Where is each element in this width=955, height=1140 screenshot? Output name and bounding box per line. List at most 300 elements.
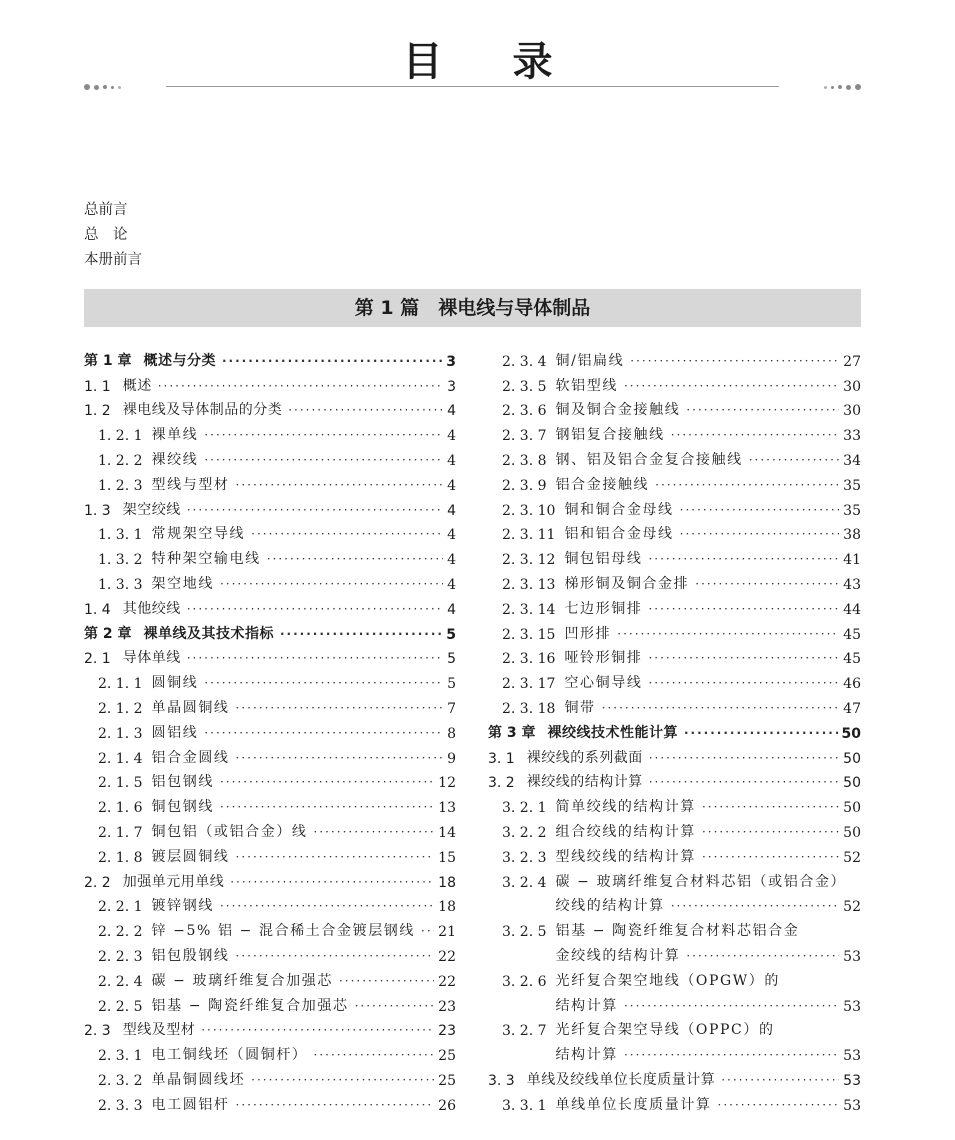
toc-entry-page: 4 [447, 477, 456, 494]
toc-entry[interactable] [84, 494, 456, 519]
toc-entry[interactable] [84, 990, 456, 1015]
toc-entry[interactable] [488, 395, 861, 420]
toc-entry-page: 3 [447, 378, 456, 395]
toc-leader-dots [655, 476, 839, 494]
toc-leader-dots [339, 972, 434, 990]
toc-entry[interactable] [84, 568, 456, 593]
toc-entry-title: 凹形排 [564, 625, 612, 642]
toc-entry-title: 型线与型材 [151, 476, 230, 493]
toc-entry-title: 七边形铜排 [564, 600, 643, 617]
toc-leader-dots [695, 575, 839, 593]
toc-leader-dots [671, 897, 839, 915]
toc-entry-page: 25 [438, 1048, 456, 1065]
toc-entry-page: 50 [843, 775, 861, 792]
toc-entry-number: 1. 2. 2 [98, 452, 143, 469]
toc-entry-page: 4 [447, 403, 456, 420]
title-char-2: 录 [512, 38, 553, 85]
toc-entry[interactable] [84, 618, 456, 643]
toc-leader-dots [280, 625, 442, 643]
toc-entry-page: 53 [843, 948, 861, 965]
toc-leader-dots [288, 401, 443, 419]
toc-entry-number: 2. 3. 12 [502, 552, 556, 569]
toc-leader-dots [187, 649, 443, 667]
toc-entry-title: 绞线的结构计算 [555, 898, 665, 915]
toc-entry-title: 光纤复合架空地线（OPGW）的 [555, 972, 781, 989]
toc-entry[interactable] [84, 1039, 456, 1064]
toc-leader-dots [204, 674, 443, 692]
toc-entry-title: 概述与分类 [143, 352, 216, 369]
toc-entry[interactable] [84, 395, 456, 420]
toc-entry-number: 1. 1 [84, 378, 111, 395]
toc-entry[interactable] [488, 866, 861, 891]
toc-entry[interactable] [84, 419, 456, 444]
toc-entry-title: 铝和铝合金母线 [564, 526, 674, 543]
toc-leader-dots [702, 823, 839, 841]
toc-entry-page: 50 [843, 824, 861, 841]
toc-entry-page: 30 [843, 403, 861, 420]
toc-entry[interactable] [488, 990, 861, 1015]
toc-entry[interactable] [84, 345, 456, 370]
toc-entry-title: 裸绞线的结构计算 [526, 774, 643, 791]
toc-entry-title: 加强单元用单线 [122, 873, 225, 890]
toc-entry-number: 2. 2. 4 [98, 973, 143, 990]
toc-entry[interactable] [488, 841, 861, 866]
toc-leader-dots [222, 352, 442, 370]
toc-leader-dots [624, 1046, 839, 1064]
toc-leader-dots [314, 1046, 435, 1064]
toc-entry[interactable] [84, 915, 456, 940]
toc-leader-dots [684, 724, 838, 742]
toc-entry-page: 3 [446, 353, 456, 370]
toc-entry-page: 4 [447, 601, 456, 618]
toc-entry-page: 4 [447, 428, 456, 445]
toc-leader-dots [648, 600, 839, 618]
toc-entry[interactable] [488, 345, 861, 370]
toc-entry-number: 1. 2. 1 [98, 428, 143, 445]
toc-entry[interactable] [488, 816, 861, 841]
toc-entry[interactable] [84, 940, 456, 965]
toc-entry-title: 裸单线及其技术指标 [143, 625, 274, 642]
toc-entry[interactable] [84, 667, 456, 692]
toc-entry[interactable] [84, 717, 456, 742]
toc-leader-dots [251, 525, 443, 543]
toc-leader-dots [702, 798, 839, 816]
toc-entry-title: 架空绞线 [122, 501, 181, 518]
toc-entry-number: 2. 2. 1 [98, 899, 143, 916]
toc-entry[interactable] [488, 568, 861, 593]
toc-entry-title: 电工铜线坯（圆铜杆） [151, 1047, 308, 1064]
toc-leader-dots [671, 426, 839, 444]
toc-entry-title: 软铝型线 [555, 377, 618, 394]
toc-entry-number: 2. 3. 14 [502, 601, 556, 618]
toc-entry-title: 哑铃形铜排 [564, 650, 643, 667]
toc-entry-page: 50 [843, 750, 861, 767]
toc-leader-dots [680, 501, 840, 519]
toc-leader-dots [187, 501, 443, 519]
toc-entry-page: 5 [447, 676, 456, 693]
toc-entry-title: 型线绞线的结构计算 [555, 848, 696, 865]
toc-entry-number: 2. 1. 3 [98, 725, 143, 742]
toc-entry-page: 45 [843, 626, 861, 643]
toc-entry-number: 第 3 章 [488, 724, 536, 741]
toc-entry[interactable] [488, 1039, 861, 1064]
toc-leader-dots [236, 699, 444, 717]
toc-entry-title: 组合绞线的结构计算 [555, 823, 696, 840]
toc-entry-number: 2. 2. 2 [98, 924, 143, 941]
toc-entry-number: 2. 3. 6 [502, 403, 547, 420]
toc-leader-dots [749, 451, 839, 469]
toc-entry[interactable] [488, 1015, 861, 1040]
rule-dots-right [824, 84, 861, 90]
toc-entry[interactable] [84, 816, 456, 841]
toc-entry-number: 3. 3. 1 [502, 1097, 547, 1114]
toc-leader-dots [648, 674, 839, 692]
toc-entry-title: 镀锌钢线 [151, 898, 214, 915]
toc-entry-number: 2. 3. 1 [98, 1048, 143, 1065]
toc-entry-number: 2. 3. 18 [502, 700, 556, 717]
toc-entry[interactable] [488, 692, 861, 717]
toc-entry-number: 1. 2. 3 [98, 477, 143, 494]
toc-entry[interactable] [84, 841, 456, 866]
toc-entry-number: 3. 1 [488, 750, 515, 767]
toc-entry[interactable] [488, 965, 861, 990]
toc-entry-page: 14 [438, 824, 456, 841]
toc-leader-dots [230, 873, 434, 891]
toc-entry-number: 1. 3. 3 [98, 576, 143, 593]
toc-leader-dots [649, 773, 839, 791]
toc-entry-page: 47 [843, 700, 861, 717]
toc-entry-number: 2. 3. 3 [98, 1097, 143, 1114]
toc-entry-number: 3. 2 [488, 775, 515, 792]
toc-leader-dots [267, 550, 443, 568]
toc-entry-number: 3. 3 [488, 1072, 515, 1089]
toc-entry-page: 18 [438, 874, 456, 891]
toc-entry-number: 3. 2. 7 [502, 1023, 547, 1040]
toc-leader-dots [630, 352, 839, 370]
toc-entry-number: 2. 3 [84, 1023, 111, 1040]
toc-entry-number: 2. 3. 8 [502, 452, 547, 469]
toc-entry-number: 2. 3. 4 [502, 353, 547, 370]
toc-entry-number: 3. 2. 6 [502, 973, 547, 990]
toc-entry-title: 铜/铝扁线 [555, 352, 625, 369]
toc-entry-page: 8 [447, 725, 456, 742]
toc-entry-page: 15 [438, 849, 456, 866]
toc-entry-title: 钢铝复合接触线 [555, 427, 665, 444]
toc-entry-page: 27 [843, 353, 861, 370]
toc-entry[interactable] [84, 891, 456, 916]
toc-entry-page: 33 [843, 428, 861, 445]
toc-entry-title: 电工圆铝杆 [151, 1096, 230, 1113]
title-char-1: 目 [402, 38, 443, 85]
toc-entry-page: 53 [843, 1048, 861, 1065]
title-rule [84, 84, 861, 90]
toc-entry-page: 34 [843, 452, 861, 469]
toc-entry-number: 2. 3. 13 [502, 576, 556, 593]
front-matter-introduction[interactable]: 总 论 [84, 227, 128, 243]
toc-entry[interactable] [488, 469, 861, 494]
toc-entry-page: 5 [446, 626, 456, 643]
toc-entry[interactable] [84, 767, 456, 792]
front-matter-volume-preface[interactable]: 本册前言 [84, 252, 142, 268]
toc-leader-dots [648, 550, 839, 568]
toc-entry-number: 3. 2. 2 [502, 824, 547, 841]
toc-entry-page: 4 [447, 552, 456, 569]
toc-leader-dots [355, 997, 435, 1015]
toc-entry-page: 53 [843, 1072, 861, 1089]
toc-leader-dots [602, 699, 840, 717]
toc-entry[interactable] [84, 866, 456, 891]
toc-entry-page: 22 [438, 973, 456, 990]
toc-entry[interactable] [488, 667, 861, 692]
toc-entry-title: 锌 −5% 铝 − 混合稀土合金镀层钢线 [151, 923, 416, 940]
toc-leader-dots [187, 600, 443, 618]
toc-entry-title: 碳 − 玻璃纤维复合加强芯 [151, 972, 333, 989]
toc-entry[interactable] [488, 1089, 861, 1114]
toc-entry-number: 2. 1 [84, 651, 111, 668]
toc-entry-title: 概述 [122, 377, 152, 394]
toc-entry-page: 35 [843, 502, 861, 519]
toc-entry[interactable] [488, 742, 861, 767]
toc-leader-dots [721, 1071, 839, 1089]
toc-entry-number: 2. 1. 5 [98, 775, 143, 792]
toc-entry-number: 1. 3. 1 [98, 527, 143, 544]
toc-entry-title: 单线单位长度质量计算 [555, 1096, 712, 1113]
toc-entry-number: 1. 3. 2 [98, 552, 143, 569]
toc-leader-dots [686, 401, 839, 419]
toc-entry-number: 1. 3 [84, 502, 111, 519]
toc-entry-title: 简单绞线的结构计算 [555, 799, 696, 816]
toc-entry-number: 2. 3. 17 [502, 676, 556, 693]
toc-entry-title: 圆铜线 [151, 675, 199, 692]
toc-entry-page: 45 [843, 651, 861, 668]
toc-leader-dots [236, 848, 435, 866]
toc-leader-dots [236, 947, 435, 965]
toc-entry[interactable] [488, 419, 861, 444]
toc-entry-title: 空心铜导线 [564, 675, 643, 692]
toc-entry-number: 第 1 章 [84, 352, 132, 369]
toc-entry-page: 53 [843, 998, 861, 1015]
toc-entry-title: 裸电线及导体制品的分类 [122, 402, 283, 419]
toc-entry[interactable] [488, 1064, 861, 1089]
toc-leader-dots [220, 575, 443, 593]
toc-entry-number: 1. 2 [84, 403, 111, 420]
toc-entry-number: 3. 2. 3 [502, 849, 547, 866]
toc-entry-title: 型线及型材 [122, 1022, 196, 1039]
toc-entry-title: 铝包钢线 [151, 774, 214, 791]
toc-entry-title: 光纤复合架空导线（OPPC）的 [555, 1022, 775, 1039]
toc-entry-number: 2. 1. 2 [98, 700, 143, 717]
toc-entry[interactable] [84, 593, 456, 618]
toc-entry[interactable] [84, 543, 456, 568]
toc-entry-title: 镀层圆铜线 [151, 848, 230, 865]
toc-entry-page: 7 [447, 700, 456, 717]
toc-entry[interactable] [488, 494, 861, 519]
toc-entry-number: 2. 3. 7 [502, 428, 547, 445]
toc-entry-page: 26 [438, 1097, 456, 1114]
toc-entry-number: 2. 2. 5 [98, 998, 143, 1015]
toc-leader-dots [204, 724, 443, 742]
toc-entry-title: 其他绞线 [122, 600, 181, 617]
toc-entry-title: 特种架空输电线 [151, 551, 261, 568]
toc-entry[interactable] [84, 444, 456, 469]
toc-entry[interactable] [488, 618, 861, 643]
toc-entry-title: 铝基 − 陶瓷纤维复合加强芯 [151, 997, 349, 1014]
toc-leader-dots [649, 749, 839, 767]
toc-entry[interactable] [84, 742, 456, 767]
toc-entry[interactable] [488, 643, 861, 668]
toc-entry-page: 23 [438, 998, 456, 1015]
toc-entry-title: 铜和铜合金母线 [564, 501, 674, 518]
toc-entry[interactable] [488, 791, 861, 816]
toc-entry[interactable] [84, 1015, 456, 1040]
toc-entry-number: 2. 1. 1 [98, 676, 143, 693]
toc-entry-title: 单线及绞线单位长度质量计算 [526, 1071, 716, 1088]
toc-entry[interactable] [84, 519, 456, 544]
toc-entry-page: 4 [447, 452, 456, 469]
toc-entry-title: 梯形铜及铜合金排 [564, 575, 690, 592]
toc-entry-number: 2. 3. 11 [502, 527, 556, 544]
toc-entry[interactable] [84, 469, 456, 494]
toc-entry-title: 碳 − 玻璃纤维复合材料芯铝（或铝合金） [555, 873, 847, 890]
toc-leader-dots [617, 625, 839, 643]
toc-leader-dots [201, 1021, 434, 1039]
toc-leader-dots [204, 426, 443, 444]
toc-entry[interactable] [488, 940, 861, 965]
toc-entry-page: 52 [843, 849, 861, 866]
toc-entry-title: 结构计算 [555, 997, 618, 1014]
toc-entry-page: 46 [843, 676, 861, 693]
toc-leader-dots [648, 649, 839, 667]
toc-leader-dots [158, 377, 443, 395]
toc-leader-dots [314, 823, 435, 841]
toc-entry[interactable] [488, 370, 861, 395]
page-title [0, 30, 955, 87]
toc-entry[interactable] [488, 767, 861, 792]
toc-entry-number: 3. 2. 1 [502, 800, 547, 817]
toc-entry-number: 2. 3. 5 [502, 378, 547, 395]
toc-entry-page: 4 [447, 527, 456, 544]
toc-entry-number: 3. 2. 5 [502, 924, 547, 941]
toc-entry-title: 常规架空导线 [151, 526, 246, 543]
toc-entry[interactable] [84, 643, 456, 668]
toc-entry[interactable] [84, 692, 456, 717]
toc-entry-number: 2. 1. 7 [98, 824, 143, 841]
front-matter [84, 198, 142, 273]
toc-entry-title: 裸绞线的系列截面 [526, 749, 643, 766]
toc-entry-page: 9 [447, 750, 456, 767]
toc-entry-title: 铜及铜合金接触线 [555, 402, 681, 419]
toc-entry[interactable] [488, 519, 861, 544]
toc-entry-number: 2. 1. 8 [98, 849, 143, 866]
toc-entry-page: 4 [447, 502, 456, 519]
toc-entry-title: 导体单线 [122, 650, 181, 667]
rule-dots-left [84, 84, 121, 90]
toc-entry-page: 44 [843, 601, 861, 618]
toc-entry[interactable] [488, 593, 861, 618]
toc-entry[interactable] [488, 543, 861, 568]
toc-entry-title: 裸绞线技术性能计算 [547, 724, 678, 741]
toc-leader-dots [220, 798, 434, 816]
toc-entry-number: 2. 3. 9 [502, 477, 547, 494]
toc-leader-dots [702, 848, 839, 866]
toc-entry-number: 2. 3. 2 [98, 1072, 143, 1089]
toc-leader-dots [624, 377, 839, 395]
toc-leader-dots [680, 525, 840, 543]
toc-entry-page: 53 [843, 1097, 861, 1114]
toc-entry-page: 18 [438, 899, 456, 916]
toc-entry-title: 铜带 [564, 699, 596, 716]
toc-entry-title: 铜包铝（或铝合金）线 [151, 823, 308, 840]
toc-entry[interactable] [84, 965, 456, 990]
toc-entry-title: 铜包铝母线 [564, 551, 643, 568]
toc-entry-title: 铝合金圆线 [151, 749, 230, 766]
toc-entry[interactable] [488, 915, 861, 940]
toc-leader-dots [718, 1096, 840, 1114]
toc-entry[interactable] [84, 370, 456, 395]
toc-leader-dots [204, 451, 443, 469]
toc-entry-number: 2. 2 [84, 874, 111, 891]
toc-entry-title: 单晶铜圆线坯 [151, 1071, 246, 1088]
rule-line [166, 86, 779, 87]
toc-entry-title: 铝包殷钢线 [151, 947, 230, 964]
toc-entry[interactable] [84, 1064, 456, 1089]
toc-entry-title: 圆铝线 [151, 724, 199, 741]
toc-entry-number: 第 2 章 [84, 625, 132, 642]
toc-entry-title: 裸绞线 [151, 451, 199, 468]
toc-entry-number: 3. 2. 4 [502, 874, 547, 891]
toc-entry[interactable] [84, 1089, 456, 1114]
toc-entry-title: 裸单线 [151, 427, 199, 444]
toc-entry-page: 21 [438, 924, 456, 941]
toc-leader-dots [421, 922, 434, 940]
toc-entry-number: 2. 3. 15 [502, 626, 556, 643]
toc-entry-number: 1. 4 [84, 601, 111, 618]
toc-entry-page: 50 [843, 800, 861, 817]
toc-column-left [84, 345, 456, 1114]
toc-leader-dots [220, 897, 434, 915]
toc-entry-page: 43 [843, 576, 861, 593]
toc-entry-page: 13 [438, 800, 456, 817]
toc-leader-dots [251, 1071, 434, 1089]
toc-entry-page: 23 [438, 1023, 456, 1040]
toc-entry-number: 2. 3. 10 [502, 502, 556, 519]
front-matter-general-preface[interactable]: 总前言 [84, 202, 128, 218]
toc-entry-title: 金绞线的结构计算 [555, 947, 681, 964]
toc-entry-title: 铝合金接触线 [555, 476, 650, 493]
toc-leader-dots [624, 997, 839, 1015]
toc-entry-title: 铜包钢线 [151, 799, 214, 816]
toc-entry-title: 钢、铝及铝合金复合接触线 [555, 451, 743, 468]
toc-entry[interactable] [84, 791, 456, 816]
part-heading: 第 1 篇 裸电线与导体制品 [84, 289, 861, 327]
toc-entry-page: 5 [447, 651, 456, 668]
toc-entry[interactable] [488, 444, 861, 469]
toc-leader-dots [220, 773, 434, 791]
toc-leader-dots [236, 476, 444, 494]
toc-leader-dots [236, 1096, 435, 1114]
toc-leader-dots [686, 947, 839, 965]
toc-entry[interactable] [488, 717, 861, 742]
toc-entry[interactable] [488, 891, 861, 916]
toc-entry-page: 38 [843, 527, 861, 544]
toc-entry-page: 50 [841, 725, 861, 742]
toc-entry-page: 35 [843, 477, 861, 494]
toc-entry-page: 25 [438, 1072, 456, 1089]
toc-entry-number: 2. 1. 4 [98, 750, 143, 767]
toc-entry-page: 22 [438, 948, 456, 965]
toc-column-right [488, 345, 861, 1114]
toc-entry-number: 2. 2. 3 [98, 948, 143, 965]
